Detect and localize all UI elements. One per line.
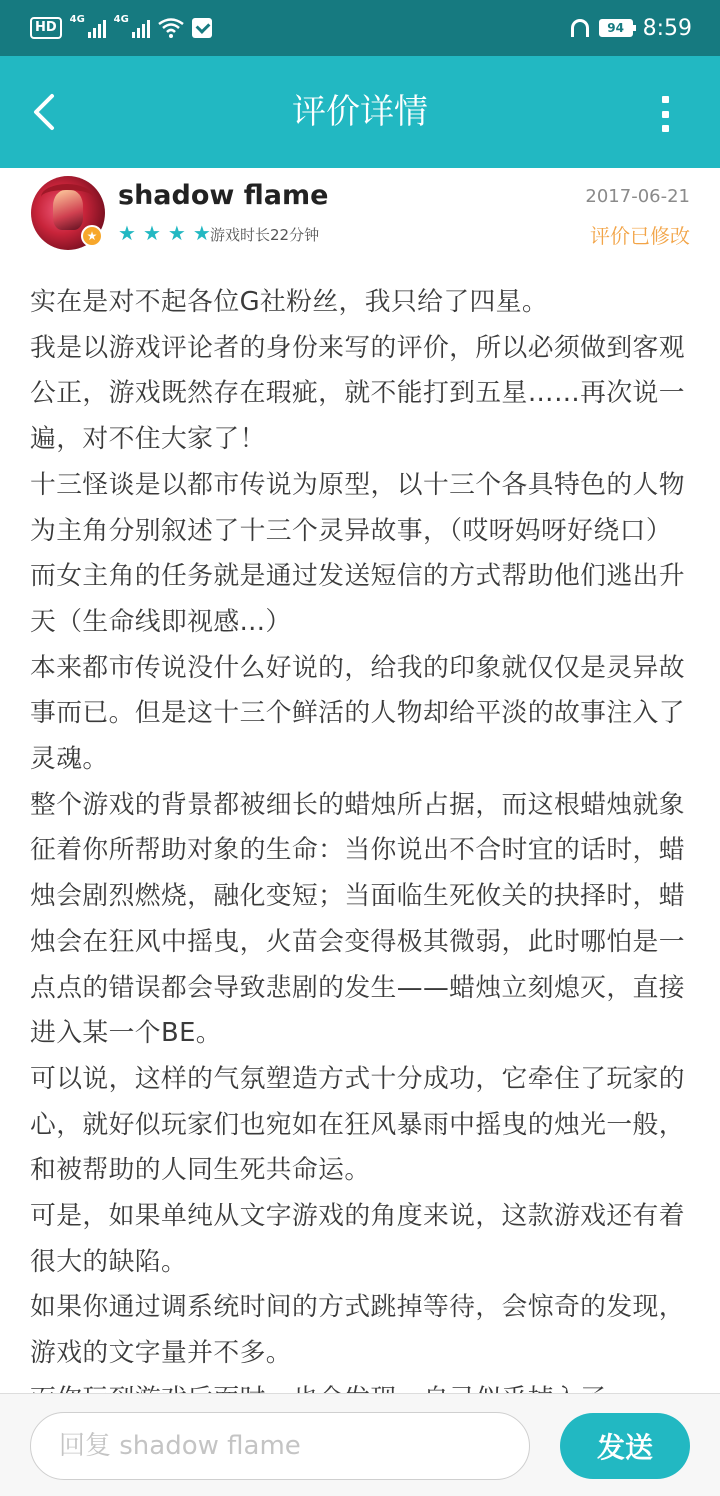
send-button[interactable]: 发送 <box>560 1413 690 1479</box>
star-icon: ★ <box>142 221 161 245</box>
page-title: 评价详情 <box>292 92 428 132</box>
status-left <box>30 12 212 44</box>
review-paragraph: 本来都市传说没什么好说的，给我的印象就仅仅是灵异故事而已。但是这十三个鲜活的人物却给平淡的故事注入了灵魂。 <box>30 652 685 775</box>
network-type-label-1: 4G <box>69 14 85 25</box>
title-bar <box>0 56 720 168</box>
review-body <box>30 280 692 1393</box>
review-paragraph: 可以说，这样的气氛塑造方式十分成功，它牵住了玩家的心，就好似玩家们也宛如在狂风暴雨中摇曳的烛光一般，和被帮助的人同生死共命运。 <box>30 1063 685 1186</box>
username[interactable]: shadow flame <box>118 180 329 211</box>
playtime: 游戏时长22分钟 <box>210 226 320 244</box>
star-icon: ★ <box>192 221 211 245</box>
star-icon: ★ <box>167 221 186 245</box>
hd-icon: HD <box>30 17 62 39</box>
review-paragraph: 整个游戏的背景都被细长的蜡烛所占据，而这根蜡烛就象征着你所帮助对象的生命：当你说出不合时宜的话时，蜡烛会剧烈燃烧，融化变短；当面临生死攸关的抉择时，蜡烛会在狂风中摇曳，火苗会变得极其微弱，此时哪怕是一点点的错误都会导致悲剧的发生——蜡烛立刻熄灭，直接进入某一个BE。 <box>30 789 685 1049</box>
chevron-left-icon[interactable] <box>26 92 66 132</box>
review-paragraph: 实在是对不起各位G社粉丝，我只给了四星。 <box>30 287 549 317</box>
battery-icon: 94 <box>599 19 633 37</box>
clock: 8:59 <box>642 15 692 41</box>
review-date: 2017-06-21 <box>585 186 690 207</box>
notification-icon <box>192 18 212 38</box>
review-paragraph: 如果你通过调系统时间的方式跳掉等待，会惊奇的发现，游戏的文字量并不多。 <box>30 1292 685 1369</box>
network-type-label-2: 4G <box>113 14 129 25</box>
review-paragraph: 十三怪谈是以都市传说为原型，以十三个各具特色的人物为主角分别叙述了十三个灵异故事，（哎呀妈呀好绕口）而女主角的任务就是通过发送短信的方式帮助他们逃出升天（生命线即视感...） <box>30 469 685 637</box>
reply-bar <box>0 1393 720 1496</box>
status-bar <box>0 0 720 56</box>
star-icon: ★ <box>118 221 136 245</box>
reply-input[interactable] <box>30 1412 530 1480</box>
review-paragraph: 我是以游戏评论者的身份来写的评价，所以必须做到客观公正，游戏既然存在瑕疵，就不能打到五星……再次说一遍，对不住大家了！ <box>30 332 685 455</box>
status-right <box>571 12 692 44</box>
more-vertical-icon[interactable] <box>650 96 680 132</box>
level-badge-icon: ★ <box>81 225 103 247</box>
signal-icon-1 <box>69 14 106 38</box>
headset-icon <box>571 19 589 37</box>
signal-icon-2 <box>113 14 150 38</box>
modified-label: 评价已修改 <box>590 224 690 248</box>
review-paragraph: 可是，如果单纯从文字游戏的角度来说，这款游戏还有着很大的缺陷。 <box>30 1201 685 1277</box>
wifi-icon <box>158 17 184 39</box>
rating-stars <box>118 222 211 244</box>
